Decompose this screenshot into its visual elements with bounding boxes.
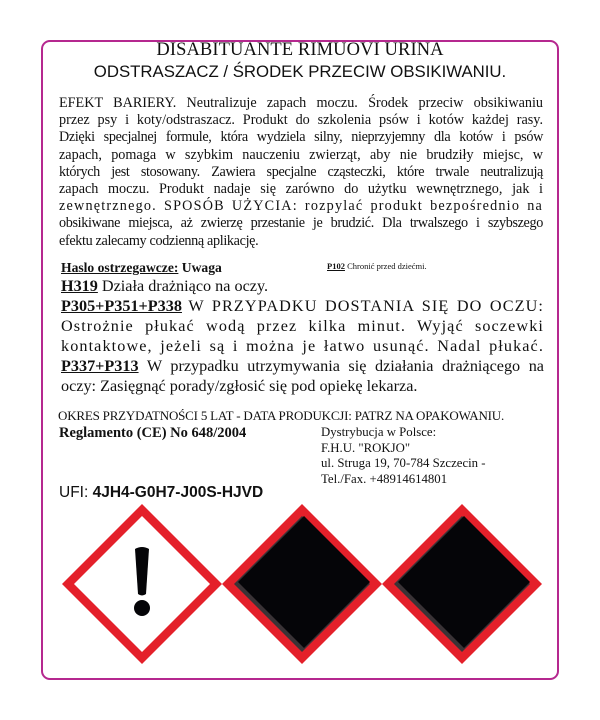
regulation-reference: Reglamento (CE) No 648/2004 [59,425,247,441]
signal-word [61,260,222,276]
description-line: zapach, pomaga w szybkim nauczeniu zwierząt, aby nie brudziły miejsc, w [59,146,543,163]
product-subtitle: ODSTRASZACZ / ŚRODEK PRZECIW OBSIKIWANIU. [93,62,507,81]
distributor-info [321,425,486,487]
distributor-phone: Tel./Fax. +48914614801 [321,471,448,486]
product-description [59,95,543,250]
p102-statement [327,261,427,271]
description-line: efektu zalecamy codzienną aplikację. [59,232,259,249]
description-line: których jest stosowany. Zawiera specjalne cząsteczki, które trwale neutralizują [59,163,543,180]
hazard-statement: kontaktowe, jeżeli są i można je łatwo usunąć. Nadal płukać. [61,337,544,355]
hazard-statement: oczy: Zasięgnąć porady/zgłosić się pod opiekę lekarza. [61,377,418,395]
p102-text: Chronić przed dziećmi. [347,261,427,271]
black-pictogram-icon [382,504,542,664]
hazard-text: W PRZYPADKU DOSTANIA SIĘ DO OCZU: [188,297,544,315]
distributor-line: Dystrybucja w Polsce: [321,425,437,439]
hazard-statements [61,276,544,396]
product-title: DISABITUANTE RIMUOVI URINA [156,40,444,60]
hazard-code: H319 [61,277,98,295]
hazard-statement: Ostrożnie płukać wodą przez kilka minut. Wyjąć soczewki [61,317,544,335]
hazard-text: Działa drażniąco na oczy. [101,277,269,295]
exclamation-mark-icon [62,504,222,664]
hazard-statement [61,296,544,316]
description-line: obsikiwane miejsca, aż zwierzę przestanie je brudzić. Dla trwalszego i szybszego [59,215,543,232]
hazard-code: P337+P313 [61,357,139,375]
ufi-label: UFI: [59,484,89,501]
distributor-address: ul. Struga 19, 70-784 Szczecin - [321,456,486,470]
description-line: przez psy i koty/odstraszacz. Produkt do szkolenia psów i kotów każdej rasy. [59,112,543,129]
p102-code: P102 [327,261,345,271]
hazard-text: W przypadku utrzymywania się działania drażniącego na [146,357,544,375]
ufi-value: 4JH4-G0H7-J00S-HJVD [92,484,264,501]
hazard-statement [61,276,544,296]
signal-word-label: Haslo ostrzegawcze: [61,260,179,275]
ufi-code [59,484,263,502]
black-pictogram-icon [222,504,382,664]
hazard-statement [61,356,544,376]
shelf-life-note: OKRES PRZYDATNOŚCI 5 LAT - DATA PRODUKCJI: PATRZ NA OPAKOWANIU. [58,408,504,423]
description-line: zapach moczu. Produkt nadaje się zarówno do użytku wewnętrznego, jak i [59,180,543,197]
signal-word-value: Uwaga [181,260,222,275]
description-line: EFEKT BARIERY. Neutralizuje zapach moczu. Środek przeciw obsikiwaniu [59,95,543,111]
description-line: zewnętrznego. SPOSÓB UŻYCIA: rozpylać produkt bezpośrednio na [59,198,543,215]
hazard-code: P305+P351+P338 [61,297,182,315]
distributor-name: F.H.U. "ROKJO" [321,440,411,455]
description-line: Dzięki specjalnej formule, która wydziela silny, nieprzyjemny dla kotów i psów [59,129,543,146]
